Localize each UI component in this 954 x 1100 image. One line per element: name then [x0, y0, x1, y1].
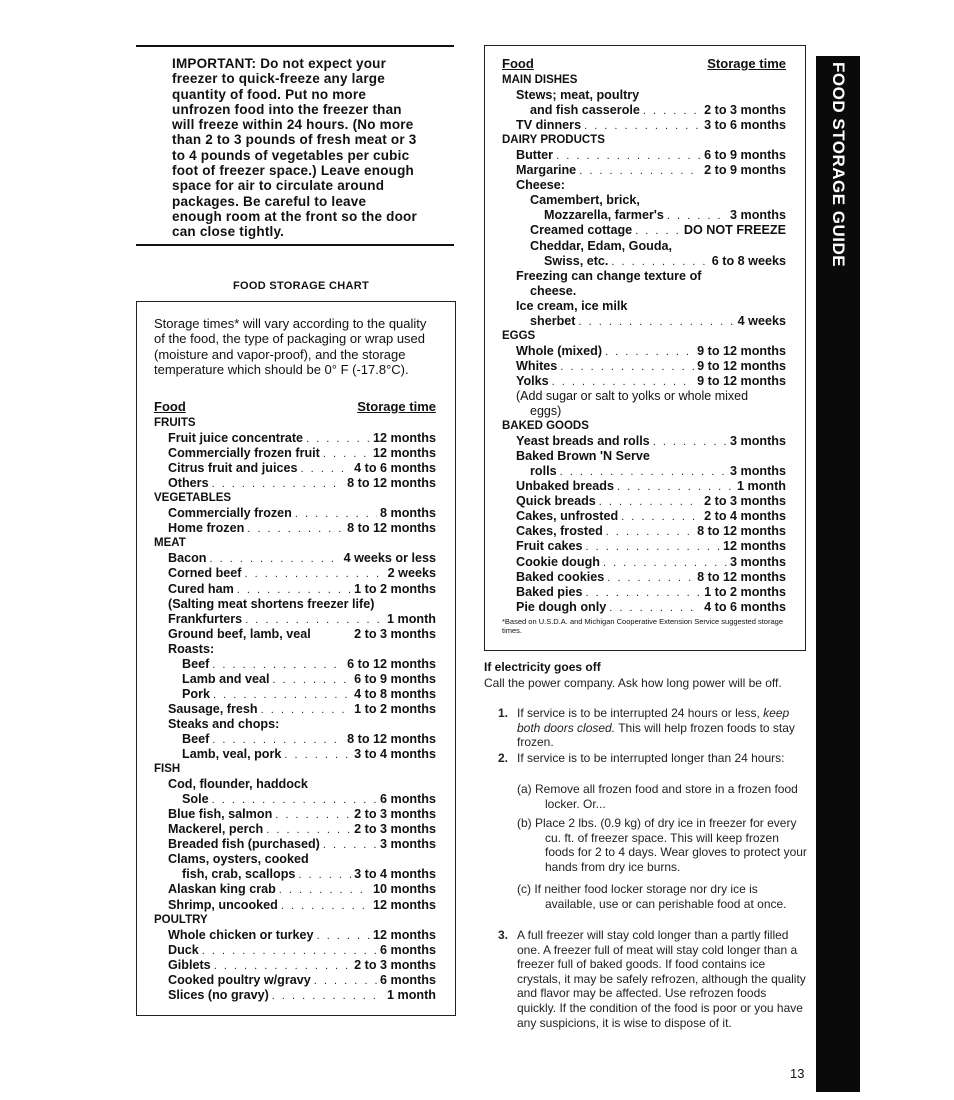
cheddar-heading: Cheddar, Edam, Gouda,: [530, 238, 673, 253]
list-item: Breaded fish (purchased) . . . 3 months: [154, 837, 436, 852]
list-item: Giblets . . . 2 to 3 months: [154, 958, 436, 973]
list-item: Sole . . . 6 months: [154, 792, 436, 807]
category-dairy: DAIRY PRODUCTS: [502, 134, 605, 147]
list-item: Margarine . . . 2 to 9 months: [502, 163, 786, 178]
roasts-heading: Roasts:: [168, 641, 215, 656]
list-item: Pie dough only . . . 4 to 6 months: [502, 600, 786, 615]
item-1: [517, 706, 807, 750]
list-item: Whole chicken or turkey . . . 12 months: [154, 928, 436, 943]
list-item: Butter . . . 6 to 9 months: [502, 148, 786, 163]
list-item: Blue fish, salmon . . . 2 to 3 months: [154, 807, 436, 822]
page-number: 13: [790, 1066, 805, 1081]
electricity-heading: If electricity goes off: [484, 660, 601, 674]
list-item: Beef . . . 6 to 12 months: [154, 657, 436, 672]
list-item: Ground beef, lamb, veal 2 to 3 months: [168, 626, 436, 641]
yolk-note-cont: eggs): [530, 404, 562, 419]
item-2-number: 2.: [498, 751, 509, 765]
freezing-note-cont: cheese.: [530, 283, 577, 298]
category-baked-goods: BAKED GOODS: [502, 420, 589, 433]
item-1-text-a: If service is to be interrupted 24 hours or less,: [517, 706, 760, 720]
camembert-heading: Camembert, brick,: [530, 193, 640, 208]
item-2a: (a) Remove all frozen food and store in a frozen food locker. Or...: [517, 782, 798, 811]
list-item: Bacon . . . 4 weeks or less: [154, 551, 436, 566]
list-item: Swiss, etc. . . . 6 to 8 weeks: [502, 254, 786, 269]
category-fish: FISH: [154, 763, 181, 776]
item-1-text-b: This will help frozen foods to stay frozen.: [517, 720, 795, 750]
important-bottom-rule: [136, 244, 454, 246]
yolk-note: (Add sugar or salt to yolks or whole mixed: [516, 388, 749, 403]
list-item: Citrus fruit and juices . . . 4 to 6 months: [154, 461, 436, 476]
list-item: Commercially frozen fruit . . . 12 months: [154, 446, 436, 461]
list-item: Quick breads . . . 2 to 3 months: [502, 494, 786, 509]
item-2: If service is to be interrupted longer than 24 hours:: [517, 751, 785, 765]
list-item: Duck . . . 6 months: [154, 943, 436, 958]
list-item: Creamed cottage . . . DO NOT FREEZE: [502, 223, 786, 238]
stews-heading: Stews; meat, poultry: [516, 88, 640, 103]
electricity-intro: Call the power company. Ask how long power will be off.: [484, 676, 782, 690]
list-item: Baked cookies . . . 8 to 12 months: [502, 570, 786, 585]
sidebar-title: FOOD STORAGE GUIDE: [829, 62, 848, 268]
list-item: Yolks . . . 9 to 12 months: [502, 374, 786, 389]
list-item: Cured ham . . . 1 to 2 months: [154, 582, 436, 597]
clams-heading: Clams, oysters, cooked: [168, 852, 309, 867]
list-item: Corned beef . . . 2 weeks: [154, 566, 436, 581]
chart-caption: FOOD STORAGE CHART: [233, 280, 369, 292]
list-item: Shrimp, uncooked . . . 12 months: [154, 898, 436, 913]
list-item: Yeast breads and rolls . . . 3 months: [502, 434, 786, 449]
cod-heading: Cod, flounder, haddock: [168, 777, 308, 792]
list-item: Pork . . . 4 to 8 months: [154, 687, 436, 702]
list-item: Whites . . . 9 to 12 months: [502, 359, 786, 374]
cheese-heading: Cheese:: [516, 178, 565, 193]
list-item: Mozzarella, farmer's . . . 3 months: [502, 208, 786, 223]
column-header: [154, 399, 436, 416]
footnote: *Based on U.S.D.A. and Michigan Cooperative Extension Service suggested storage times.: [502, 616, 783, 635]
list-item: Slices (no gravy) . . . 1 month: [154, 988, 436, 1003]
list-item: Others . . . 8 to 12 months: [154, 476, 436, 491]
list-item: sherbet . . . 4 weeks: [502, 314, 786, 329]
salting-note: (Salting meat shortens freezer life): [168, 596, 375, 611]
item-3: A full freezer will stay cold longer than a partly filled one. A freezer full of meat will stay cold longer than a freezer full of baked goods. If food contains ice crystals, it may be safely refrozen, although the quality and flavor may be affected. Use refrozen foods quickly. If the condition of the food is poor or you have any suspicions, it is wise to dispose of it.: [517, 928, 806, 1030]
list-item: Fruit cakes . . . 12 months: [502, 539, 786, 554]
list-item: rolls . . . 3 months: [502, 464, 786, 479]
storage-time-header: Storage time: [357, 399, 436, 414]
list-item: Home frozen . . . 8 to 12 months: [154, 521, 436, 536]
category-meat: MEAT: [154, 537, 186, 550]
column-header-right: [502, 56, 786, 73]
food-header: Food: [154, 399, 186, 414]
item-1-italic: keep both doors closed.: [517, 706, 790, 735]
category-poultry: POULTRY: [154, 913, 208, 926]
freezing-note: Freezing can change texture of: [516, 268, 702, 283]
item-2b: (b) Place 2 lbs. (0.9 kg) of dry ice in freezer for every cu. ft. of freezer space. This will keep frozen foods for 2 to 4 days. Wear gloves to protect your hands from dry ice burns.: [517, 816, 807, 874]
list-item: Lamb, veal, pork . . . 3 to 4 months: [154, 747, 436, 762]
list-item: Fruit juice concentrate . . . 12 months: [154, 431, 436, 446]
important-note: IMPORTANT: Do not expect your freezer to quick-freeze any large quantity of food. Put no more unfrozen food into the freezer than will freeze within 24 hours. (No more than 2 to 3 pounds of fresh meat or 3 to 4 pounds of vegetables per cubic foot of freezer space.) Leave enough space for air to circulate around packages. Be careful to leave enough room at the front so the door can close tightly.: [172, 56, 417, 240]
ice-cream-heading: Ice cream, ice milk: [516, 298, 628, 313]
list-item: Alaskan king crab . . . 10 months: [154, 882, 436, 897]
list-item: fish, crab, scallops . . . 3 to 4 months: [154, 867, 436, 882]
list-item: Sausage, fresh . . . 1 to 2 months: [154, 702, 436, 717]
list-item: Beef . . . 8 to 12 months: [154, 732, 436, 747]
top-rule: [136, 45, 454, 47]
steaks-heading: Steaks and chops:: [168, 716, 280, 731]
left-food-list: [154, 399, 436, 1003]
item-1-number: 1.: [498, 706, 509, 720]
item-3-number: 3.: [498, 928, 509, 942]
list-item: Mackerel, perch . . . 2 to 3 months: [154, 822, 436, 837]
list-item: Whole (mixed) . . . 9 to 12 months: [502, 344, 786, 359]
list-item: Lamb and veal . . . 6 to 9 months: [154, 672, 436, 687]
list-item: Baked pies . . . 1 to 2 months: [502, 585, 786, 600]
brown-serve-heading: Baked Brown 'N Serve: [516, 449, 650, 464]
list-item: Cakes, frosted . . . 8 to 12 months: [502, 524, 786, 539]
list-item: Cookie dough . . . 3 months: [502, 555, 786, 570]
list-item: Cakes, unfrosted . . . 2 to 4 months: [502, 509, 786, 524]
category-vegetables: VEGETABLES: [154, 492, 232, 505]
list-item: Cooked poultry w/gravy . . . 6 months: [154, 973, 436, 988]
storage-time-header: Storage time: [707, 56, 786, 71]
list-item: Frankfurters . . . 1 month: [154, 612, 436, 627]
list-item: Unbaked breads . . . 1 month: [502, 479, 786, 494]
intro-text: Storage times* will vary according to the quality of the food, the type of packaging or wrap used (moisture and vapor-proof), and the storage temperature which should be 0° F (-17.8°C).: [154, 316, 427, 378]
list-item: Commercially frozen . . . 8 months: [154, 506, 436, 521]
category-main-dishes: MAIN DISHES: [502, 74, 578, 86]
category-eggs: EGGS: [502, 329, 536, 342]
list-item: TV dinners . . . 3 to 6 months: [502, 118, 786, 133]
food-header: Food: [502, 56, 534, 71]
right-food-list: [502, 56, 786, 635]
item-2c: (c) If neither food locker storage nor dry ice is available, use or can perishable food at once.: [517, 882, 787, 911]
category-fruits: FRUITS: [154, 417, 196, 429]
list-item: and fish casserole . . . 2 to 3 months: [502, 103, 786, 118]
